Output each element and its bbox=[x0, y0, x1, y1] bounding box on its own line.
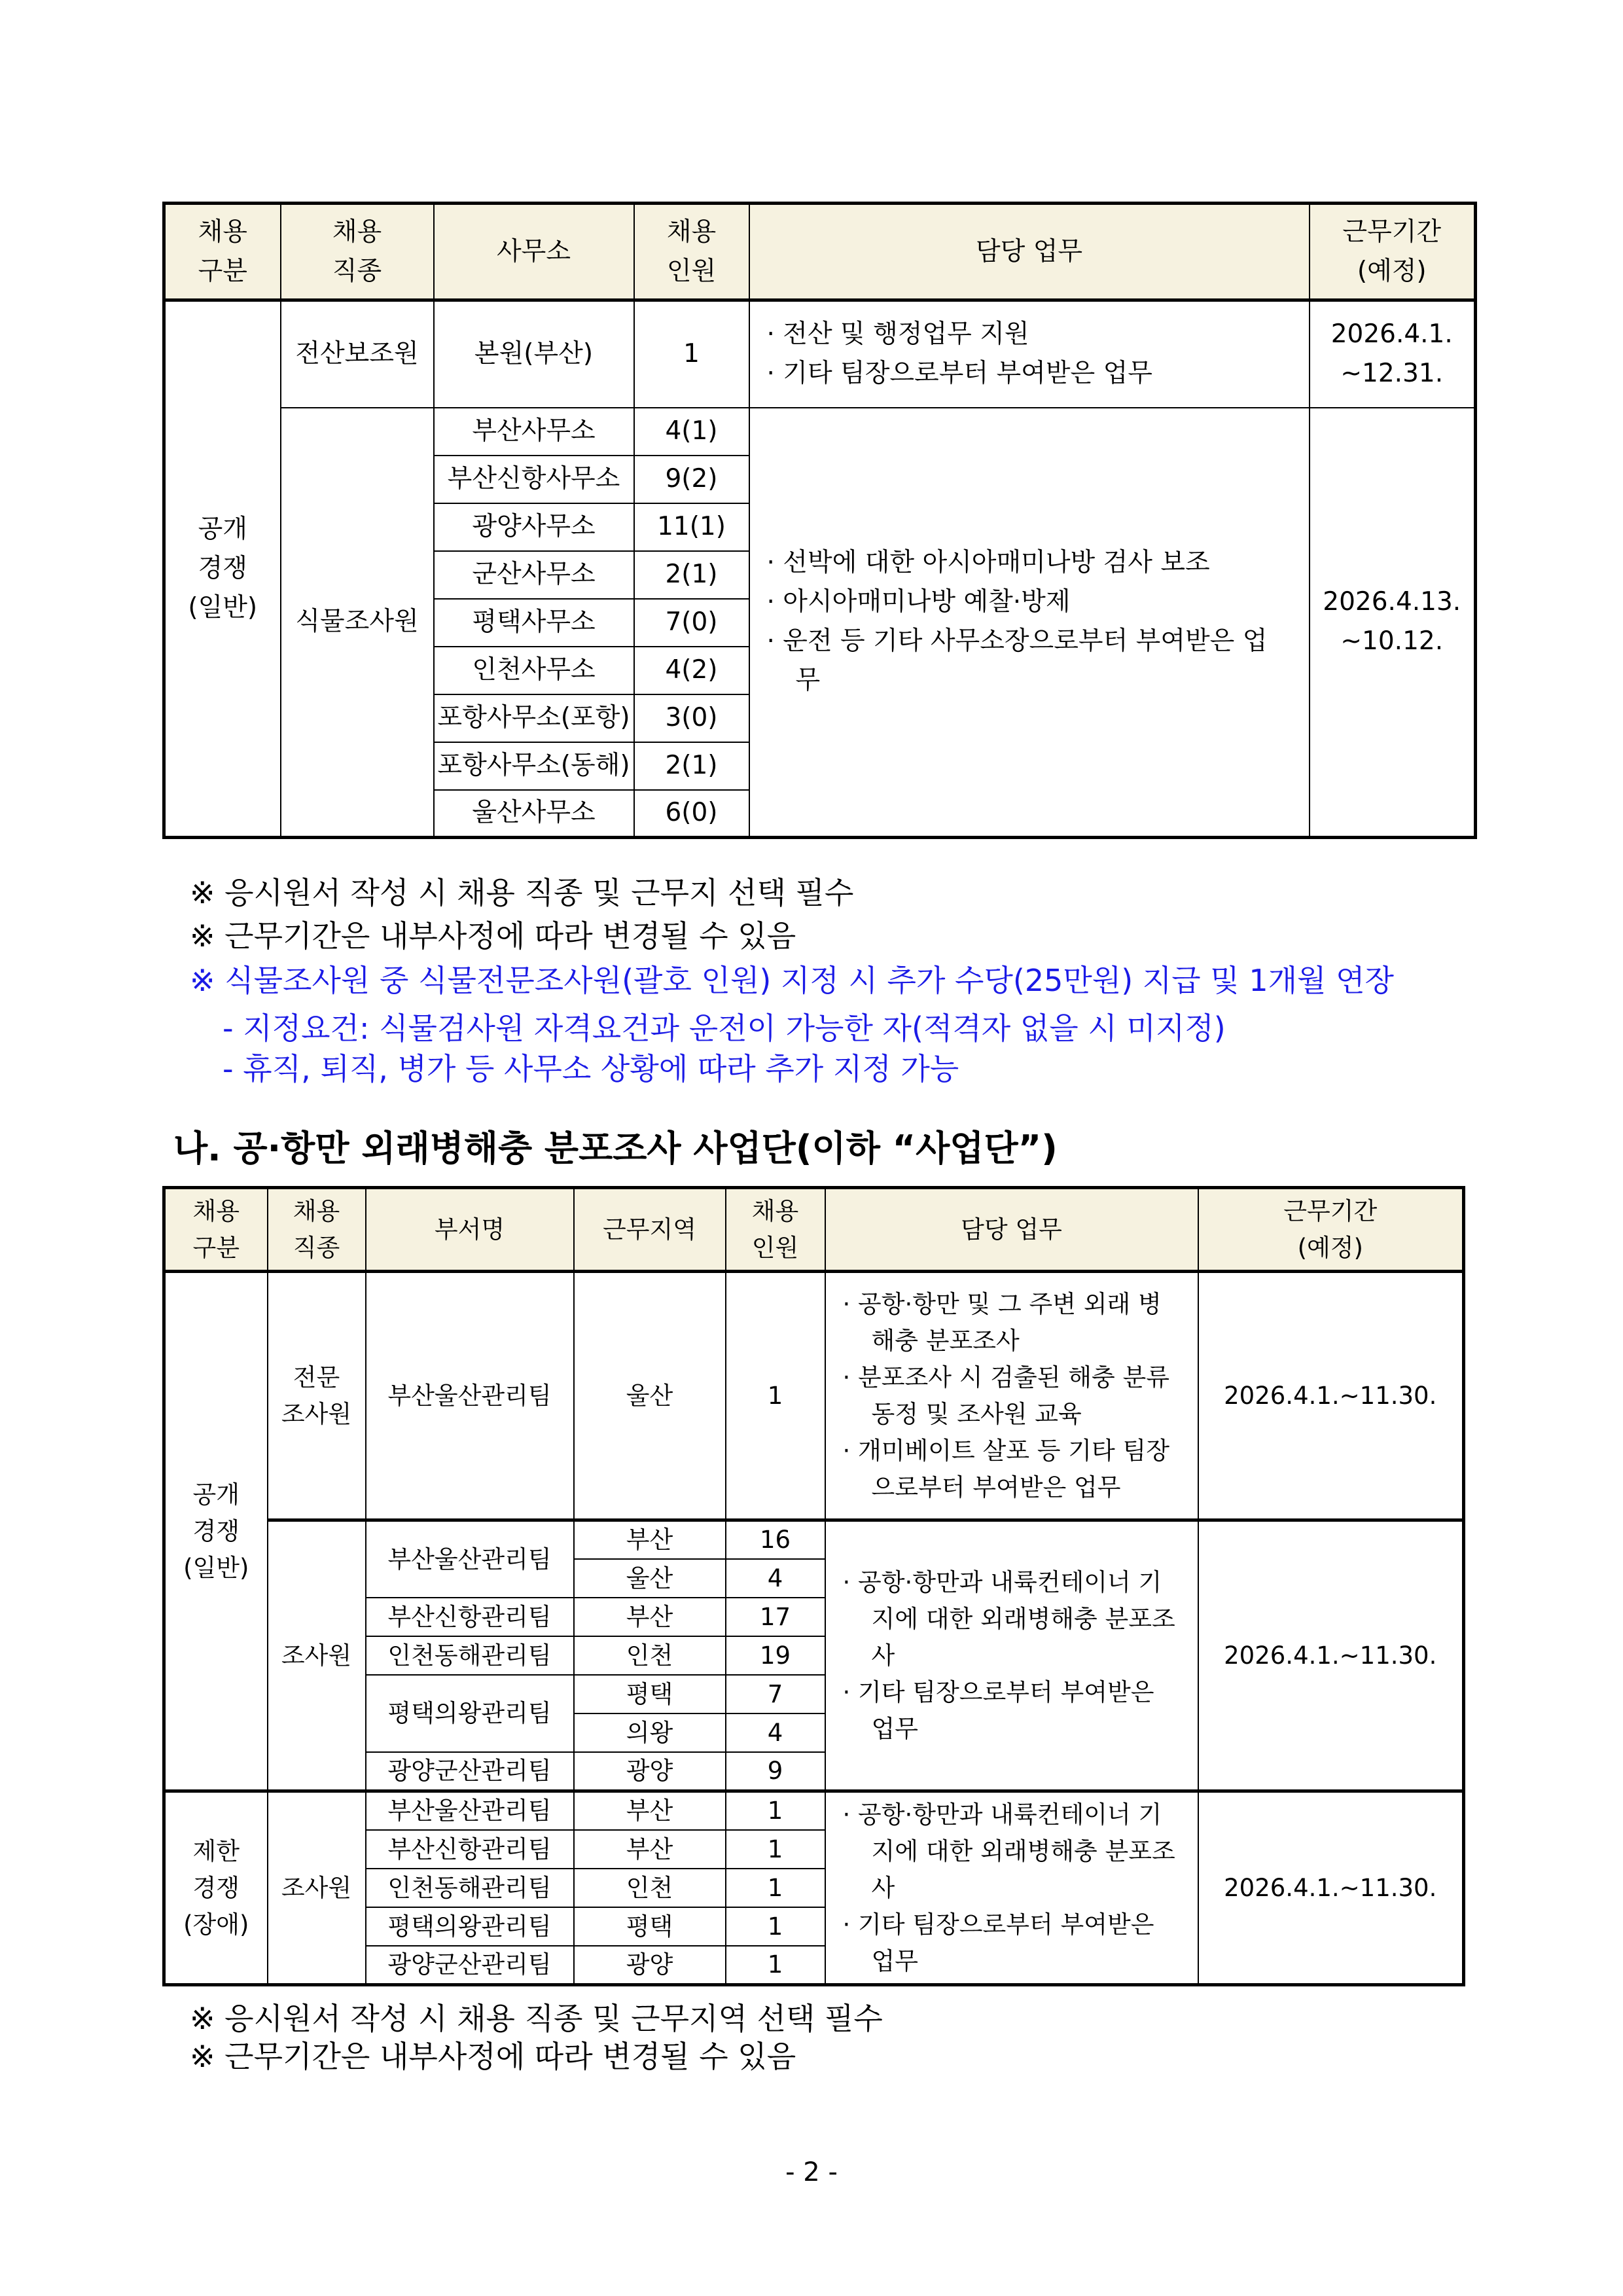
dept-cell: 광양군산관리팀 bbox=[366, 1752, 574, 1791]
dept-cell: 평택의왕관리팀 bbox=[366, 1675, 574, 1752]
job-cell: 식물조사원 bbox=[281, 408, 434, 838]
dept-cell: 부산울산관리팀 bbox=[366, 1791, 574, 1831]
header-office: 사무소 bbox=[434, 204, 634, 300]
count-cell: 1 bbox=[726, 1907, 825, 1946]
office-cell: 본원(부산) bbox=[434, 300, 634, 408]
office-cell: 군산사무소 bbox=[434, 551, 634, 599]
count-cell: 4(2) bbox=[634, 647, 749, 694]
subnote-line: - 지정요건: 식물검사원 자격요건과 운전이 가능한 자(적격자 없을 시 미지정) bbox=[223, 1011, 1226, 1046]
office-cell: 울산사무소 bbox=[434, 790, 634, 838]
office-cell: 포항사무소(포항) bbox=[434, 694, 634, 742]
region-cell: 부산 bbox=[574, 1791, 726, 1831]
region-cell: 광양 bbox=[574, 1752, 726, 1791]
region-cell: 광양 bbox=[574, 1946, 726, 1985]
note-line: ※ 근무기간은 내부사정에 따라 변경될 수 있음 bbox=[190, 2039, 796, 2074]
duty-line: · 기타 팀장으로부터 부여받은 업무 bbox=[766, 359, 1152, 389]
page-number: - 2 - bbox=[785, 2157, 838, 2187]
header-category: 채용 구분 bbox=[164, 1188, 268, 1272]
region-cell: 울산 bbox=[574, 1272, 726, 1520]
count-cell: 11(1) bbox=[634, 503, 749, 551]
count-cell: 3(0) bbox=[634, 694, 749, 742]
note-line: ※ 응시원서 작성 시 채용 직종 및 근무지 선택 필수 bbox=[190, 875, 854, 910]
subnote-line: - 휴직, 퇴직, 병가 등 사무소 상황에 따라 추가 지정 가능 bbox=[223, 1051, 959, 1086]
header-count: 채용 인원 bbox=[634, 204, 749, 300]
header-category: 채용 구분 bbox=[164, 204, 281, 300]
duty-cell bbox=[825, 1791, 1198, 1985]
duty-line: · 운전 등 기타 사무소장으로부터 부여받은 업무 bbox=[766, 626, 1268, 696]
region-cell: 평택 bbox=[574, 1675, 726, 1713]
duty-line: · 개미베이트 살포 등 기타 팀장으로부터 부여받은 업무 bbox=[842, 1436, 1169, 1501]
header-job: 채용 직종 bbox=[281, 204, 434, 300]
count-cell: 2(1) bbox=[634, 551, 749, 599]
region-cell: 인천 bbox=[574, 1869, 726, 1907]
period-cell: 2026.4.1.~11.30. bbox=[1198, 1272, 1464, 1520]
duty-cell bbox=[749, 408, 1310, 838]
duty-cell bbox=[749, 300, 1310, 408]
note-line: ※ 근무기간은 내부사정에 따라 변경될 수 있음 bbox=[190, 918, 796, 954]
region-cell: 부산 bbox=[574, 1520, 726, 1560]
dept-cell: 인천동해관리팀 bbox=[366, 1869, 574, 1907]
region-cell: 부산 bbox=[574, 1598, 726, 1636]
header-period: 근무기간 (예정) bbox=[1198, 1188, 1464, 1272]
count-cell: 17 bbox=[726, 1598, 825, 1636]
office-cell: 광양사무소 bbox=[434, 503, 634, 551]
period-cell: 2026.4.1. ~12.31. bbox=[1310, 300, 1476, 408]
count-cell: 19 bbox=[726, 1636, 825, 1675]
office-cell: 포항사무소(동해) bbox=[434, 742, 634, 790]
header-job: 채용 직종 bbox=[268, 1188, 366, 1272]
region-cell: 부산 bbox=[574, 1830, 726, 1869]
office-cell: 부산신항사무소 bbox=[434, 456, 634, 503]
count-cell: 1 bbox=[726, 1946, 825, 1985]
header-duty: 담당 업무 bbox=[825, 1188, 1198, 1272]
note-line: ※ 응시원서 작성 시 채용 직종 및 근무지역 선택 필수 bbox=[190, 2001, 883, 2036]
region-cell: 평택 bbox=[574, 1907, 726, 1946]
section-title: 나. 공·항만 외래병해충 분포조사 사업단(이하 “사업단”) bbox=[173, 1128, 1058, 1169]
duty-line: · 공항·항만 및 그 주변 외래 병해충 분포조사 bbox=[842, 1289, 1162, 1355]
count-cell: 4 bbox=[726, 1713, 825, 1752]
duty-line: · 전산 및 행정업무 지원 bbox=[766, 319, 1029, 350]
header-period: 근무기간 (예정) bbox=[1310, 204, 1476, 300]
job-cell: 조사원 bbox=[268, 1520, 366, 1791]
duty-line: · 선박에 대한 아시아매미나방 검사 보조 bbox=[766, 548, 1210, 578]
duty-line: · 아시아매미나방 예찰·방제 bbox=[766, 587, 1071, 617]
note-line-highlight: ※ 식물조사원 중 식물전문조사원(괄호 인원) 지정 시 추가 수당(25만원) 지급 및 1개월 연장 bbox=[190, 963, 1394, 998]
duty-cell bbox=[825, 1520, 1198, 1791]
count-cell: 1 bbox=[726, 1869, 825, 1907]
dept-cell: 광양군산관리팀 bbox=[366, 1946, 574, 1985]
category-cell: 공개 경쟁 (일반) bbox=[164, 1272, 268, 1791]
period-cell: 2026.4.1.~11.30. bbox=[1198, 1520, 1464, 1791]
period-cell: 2026.4.1.~11.30. bbox=[1198, 1791, 1464, 1985]
count-cell: 1 bbox=[634, 300, 749, 408]
duty-line: · 기타 팀장으로부터 부여받은 업무 bbox=[842, 1677, 1154, 1743]
count-cell: 16 bbox=[726, 1520, 825, 1560]
header-region: 근무지역 bbox=[574, 1188, 726, 1272]
dept-cell: 부산울산관리팀 bbox=[366, 1520, 574, 1598]
office-cell: 인천사무소 bbox=[434, 647, 634, 694]
count-cell: 1 bbox=[726, 1791, 825, 1831]
count-cell: 4(1) bbox=[634, 408, 749, 456]
count-cell: 9(2) bbox=[634, 456, 749, 503]
duty-cell bbox=[825, 1272, 1198, 1520]
region-cell: 울산 bbox=[574, 1559, 726, 1598]
region-cell: 의왕 bbox=[574, 1713, 726, 1752]
count-cell: 7(0) bbox=[634, 599, 749, 647]
duty-line: · 공항·항만과 내륙컨테이너 기지에 대한 외래병해충 분포조사 bbox=[842, 1568, 1175, 1670]
job-cell: 전문 조사원 bbox=[268, 1272, 366, 1520]
duty-line: · 공항·항만과 내륙컨테이너 기지에 대한 외래병해충 분포조사 bbox=[842, 1800, 1175, 1902]
recruitment-table-2 bbox=[162, 1186, 1465, 1986]
count-cell: 4 bbox=[726, 1559, 825, 1598]
count-cell: 6(0) bbox=[634, 790, 749, 838]
count-cell: 2(1) bbox=[634, 742, 749, 790]
count-cell: 9 bbox=[726, 1752, 825, 1791]
job-cell: 조사원 bbox=[268, 1791, 366, 1985]
office-cell: 평택사무소 bbox=[434, 599, 634, 647]
header-count: 채용 인원 bbox=[726, 1188, 825, 1272]
duty-line: · 분포조사 시 검출된 해충 분류 동정 및 조사원 교육 bbox=[842, 1363, 1169, 1428]
dept-cell: 부산신항관리팀 bbox=[366, 1598, 574, 1636]
count-cell: 1 bbox=[726, 1272, 825, 1520]
period-cell: 2026.4.13. ~10.12. bbox=[1310, 408, 1476, 838]
duty-line: · 기타 팀장으로부터 부여받은 업무 bbox=[842, 1910, 1154, 1975]
count-cell: 7 bbox=[726, 1675, 825, 1713]
recruitment-table-1 bbox=[162, 202, 1477, 839]
office-cell: 부산사무소 bbox=[434, 408, 634, 456]
dept-cell: 평택의왕관리팀 bbox=[366, 1907, 574, 1946]
dept-cell: 인천동해관리팀 bbox=[366, 1636, 574, 1675]
category-cell: 공개 경쟁 (일반) bbox=[164, 300, 281, 838]
count-cell: 1 bbox=[726, 1830, 825, 1869]
category-cell: 제한 경쟁 (장애) bbox=[164, 1791, 268, 1985]
header-duty: 담당 업무 bbox=[749, 204, 1310, 300]
region-cell: 인천 bbox=[574, 1636, 726, 1675]
header-dept: 부서명 bbox=[366, 1188, 574, 1272]
dept-cell: 부산울산관리팀 bbox=[366, 1272, 574, 1520]
dept-cell: 부산신항관리팀 bbox=[366, 1830, 574, 1869]
job-cell: 전산보조원 bbox=[281, 300, 434, 408]
